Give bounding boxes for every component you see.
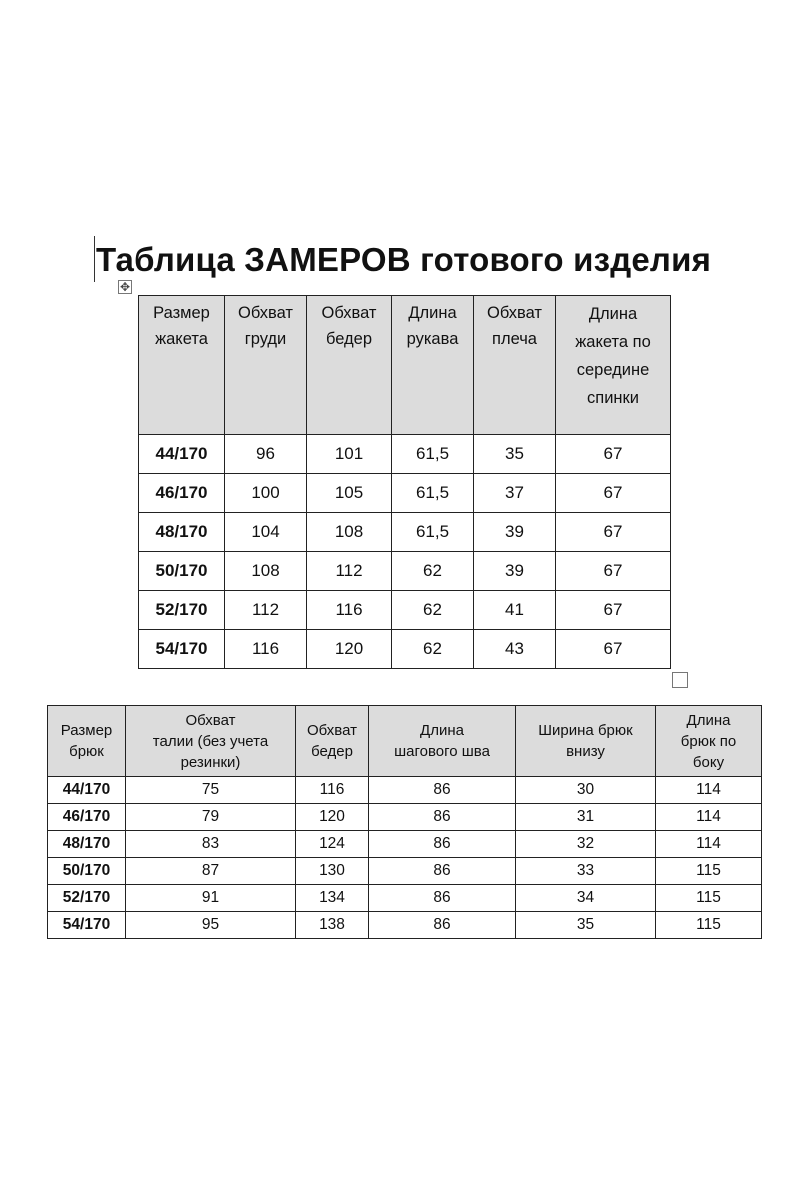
table-cell: 75 xyxy=(126,777,296,804)
size-cell: 48/170 xyxy=(139,513,225,552)
table-cell: 35 xyxy=(516,912,656,939)
table-cell: 115 xyxy=(656,885,762,912)
table-cell: 32 xyxy=(516,831,656,858)
table-cell: 115 xyxy=(656,912,762,939)
table-cell: 79 xyxy=(126,804,296,831)
table-cell: 138 xyxy=(296,912,369,939)
table-row xyxy=(48,912,762,939)
table-cell: 67 xyxy=(556,513,671,552)
table-cell: 91 xyxy=(126,885,296,912)
table-cell: 104 xyxy=(225,513,307,552)
table-cell: 115 xyxy=(656,858,762,885)
table-cell: 39 xyxy=(474,513,556,552)
table-cell: 67 xyxy=(556,474,671,513)
table-cell: 116 xyxy=(225,630,307,669)
table-cell: 114 xyxy=(656,804,762,831)
size-cell: 50/170 xyxy=(48,858,126,885)
table-cell: 67 xyxy=(556,552,671,591)
table-cell: 83 xyxy=(126,831,296,858)
move-icon[interactable]: ✥ xyxy=(119,280,131,294)
table-cell: 114 xyxy=(656,831,762,858)
table-header-row xyxy=(139,296,671,435)
table-cell: 86 xyxy=(369,912,516,939)
table-cell: 116 xyxy=(307,591,392,630)
table-cell: 31 xyxy=(516,804,656,831)
table-row xyxy=(48,858,762,885)
table-cell: 61,5 xyxy=(392,435,474,474)
page-title: Таблица ЗАМЕРОВ готового изделия xyxy=(96,241,712,278)
table-cell: 30 xyxy=(516,777,656,804)
size-cell: 54/170 xyxy=(48,912,126,939)
table-cell: 86 xyxy=(369,858,516,885)
table-cell: 101 xyxy=(307,435,392,474)
table-cell: 120 xyxy=(307,630,392,669)
table-cell: 96 xyxy=(225,435,307,474)
table-cell: 130 xyxy=(296,858,369,885)
pants-measurements-table xyxy=(47,705,762,939)
table-row xyxy=(48,804,762,831)
size-cell: 44/170 xyxy=(139,435,225,474)
header-cell: Обхват талии (без учета резинки) xyxy=(126,706,296,777)
table-cell: 62 xyxy=(392,591,474,630)
table-cell: 37 xyxy=(474,474,556,513)
table-cell: 116 xyxy=(296,777,369,804)
size-cell: 52/170 xyxy=(48,885,126,912)
table-cell: 112 xyxy=(307,552,392,591)
table-cell: 86 xyxy=(369,831,516,858)
size-cell: 50/170 xyxy=(139,552,225,591)
text-cursor xyxy=(94,236,95,282)
resize-handle-icon[interactable] xyxy=(672,672,688,688)
header-cell: Обхват бедер xyxy=(307,296,392,435)
table-row xyxy=(48,885,762,912)
size-cell: 52/170 xyxy=(139,591,225,630)
table-cell: 39 xyxy=(474,552,556,591)
table-cell: 67 xyxy=(556,591,671,630)
jacket-measurements-table xyxy=(138,295,671,669)
table-cell: 108 xyxy=(307,513,392,552)
table-cell: 114 xyxy=(656,777,762,804)
header-cell: Длина шагового шва xyxy=(369,706,516,777)
size-cell: 44/170 xyxy=(48,777,126,804)
table-cell: 134 xyxy=(296,885,369,912)
table-cell: 67 xyxy=(556,630,671,669)
table-cell: 124 xyxy=(296,831,369,858)
table-cell: 87 xyxy=(126,858,296,885)
table-cell: 86 xyxy=(369,777,516,804)
table-cell: 86 xyxy=(369,885,516,912)
table-row xyxy=(139,435,671,474)
table-cell: 95 xyxy=(126,912,296,939)
table-row xyxy=(139,591,671,630)
size-cell: 46/170 xyxy=(139,474,225,513)
table-row xyxy=(48,777,762,804)
header-cell: Длина рукава xyxy=(392,296,474,435)
header-cell: Длина жакета по середине спинки xyxy=(556,296,671,435)
table-cell: 120 xyxy=(296,804,369,831)
size-cell: 48/170 xyxy=(48,831,126,858)
table-cell: 112 xyxy=(225,591,307,630)
table-row xyxy=(139,630,671,669)
header-cell: Длина брюк по боку xyxy=(656,706,762,777)
size-cell: 46/170 xyxy=(48,804,126,831)
header-cell: Обхват груди xyxy=(225,296,307,435)
header-cell: Размер жакета xyxy=(139,296,225,435)
table-cell: 67 xyxy=(556,435,671,474)
table-cell: 105 xyxy=(307,474,392,513)
table-header-row xyxy=(48,706,762,777)
table-cell: 61,5 xyxy=(392,474,474,513)
table-cell: 61,5 xyxy=(392,513,474,552)
header-cell: Ширина брюк внизу xyxy=(516,706,656,777)
table-cell: 62 xyxy=(392,630,474,669)
table-cell: 34 xyxy=(516,885,656,912)
table-row xyxy=(139,552,671,591)
table-cell: 100 xyxy=(225,474,307,513)
table-row xyxy=(139,513,671,552)
header-cell: Обхват бедер xyxy=(296,706,369,777)
table-cell: 43 xyxy=(474,630,556,669)
size-cell: 54/170 xyxy=(139,630,225,669)
table-row xyxy=(48,831,762,858)
table-row xyxy=(139,474,671,513)
table-cell: 35 xyxy=(474,435,556,474)
header-cell: Размер брюк xyxy=(48,706,126,777)
table-cell: 41 xyxy=(474,591,556,630)
table-cell: 108 xyxy=(225,552,307,591)
table-cell: 86 xyxy=(369,804,516,831)
header-cell: Обхват плеча xyxy=(474,296,556,435)
table-cell: 62 xyxy=(392,552,474,591)
table-cell: 33 xyxy=(516,858,656,885)
